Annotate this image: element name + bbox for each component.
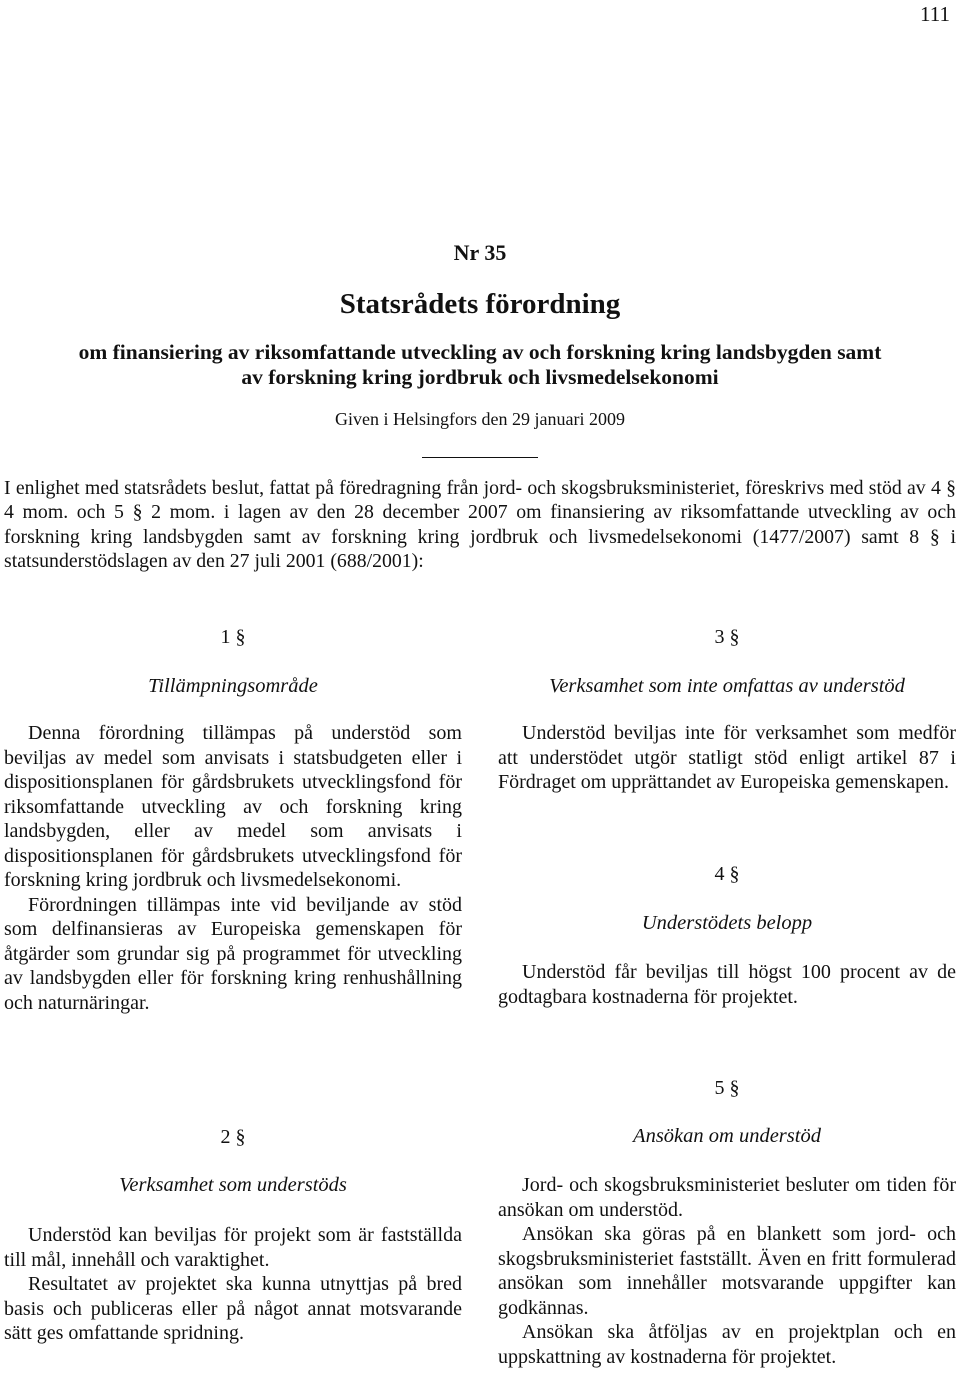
section-2-heading: Verksamhet som understöds bbox=[119, 1174, 347, 1196]
section-3-paragraph: Understöd beviljas inte för verksamhet som medför att understödet utgör statligt stöd enligt artikel 87 i Fördraget om upprättandet av Europeiska gemenskapen. bbox=[498, 722, 956, 793]
section-4-number: 4 § bbox=[714, 863, 740, 885]
preamble: I enlighet med statsrådets beslut, fattat på föredragning från jord- och skogsbruksministeriet, föreskrivs med stöd av 4 § 4 mom. och 5 § 2 mom. i lagen av den 28 december 2007 om finansiering av riksomfattande utveckling av och forskning kring landsbygden samt av forskning kring jordbruk och livsmedelsekonomi (1477/2007) samt 8 § i statsunderstödslagen av den 27 juli 2001 (688/2001): bbox=[4, 477, 956, 572]
right-column bbox=[498, 0, 956, 1374]
section-4-heading: Understödets belopp bbox=[641, 912, 813, 934]
section-5-paragraph: Jord- och skogsbruksministeriet besluter om tiden för ansökan om understöd. bbox=[498, 1174, 956, 1221]
left-column bbox=[4, 0, 462, 1374]
section-2-number: 2 § bbox=[220, 1126, 246, 1148]
given-date-line: Given i Helsingfors den 29 januari 2009 bbox=[335, 409, 625, 429]
section-1-body bbox=[4, 721, 462, 1015]
section-3-heading: Verksamhet som inte omfattas av understöd bbox=[549, 675, 905, 697]
statute-number: Nr 35 bbox=[453, 240, 507, 265]
subtitle-line-1: om finansiering av riksomfattande utveckling av och forskning kring landsbygden samt bbox=[78, 340, 882, 364]
section-4-paragraph: Understöd får beviljas till högst 100 procent av de godtagbara kostnaderna för projektet. bbox=[498, 961, 956, 1008]
section-2-paragraph: Resultatet av projektet ska kunna utnyttjas på bred basis och publiceras eller på något annat motsvarande sätt ges omfattande spridning. bbox=[4, 1273, 462, 1344]
page-number: 111 bbox=[920, 2, 950, 26]
document-title: Statsrådets förordning bbox=[339, 288, 621, 320]
subtitle-line-2: av forskning kring jordbruk och livsmedelsekonomi bbox=[241, 365, 719, 389]
section-4-body bbox=[498, 960, 956, 1009]
section-5-paragraph: Ansökan ska göras på en blankett som jord- och skogsbruksministeriet fastställt. Även en fritt formulerad ansökan som innehåller motsvarande uppgifter kan godkännas. bbox=[498, 1223, 956, 1319]
section-3-body bbox=[498, 721, 956, 795]
section-1-paragraph: Förordningen tillämpas inte vid beviljande av stöd som delfinansieras av Europeiska gemenskapen för åtgärder som grundar sig på programmet för utveckling av landsbygden eller för forskning kring renhushållning och naturnäringar. bbox=[4, 893, 462, 1014]
section-5-body bbox=[498, 1173, 956, 1369]
section-1-heading: Tillämpningsområde bbox=[148, 675, 318, 697]
section-2-body bbox=[4, 1223, 462, 1346]
section-1-number: 1 § bbox=[220, 626, 246, 648]
section-1-paragraph: Denna förordning tillämpas på understöd som beviljas av medel som anvisats i statsbudgeten eller i dispositionsplanen för gårdsbrukets utvecklingsfond för riksomfattande utveckling av och forskning kring landsbygden, eller av medel som anvisats i dispositionsplanen för gårdsbrukets utvecklingsfond för forskning kring jordbruk och livsmedelsekonomi. bbox=[4, 722, 462, 891]
section-5-heading: Ansökan om understöd bbox=[633, 1125, 821, 1147]
section-2-paragraph: Understöd kan beviljas för projekt som är fastställda till mål, innehåll och varaktighet. bbox=[4, 1224, 462, 1271]
section-3-number: 3 § bbox=[714, 626, 740, 648]
section-5-paragraph: Ansökan ska åtföljas av en projektplan och en uppskattning av kostnaderna för projektet. bbox=[498, 1321, 956, 1368]
section-5-number: 5 § bbox=[714, 1077, 740, 1099]
